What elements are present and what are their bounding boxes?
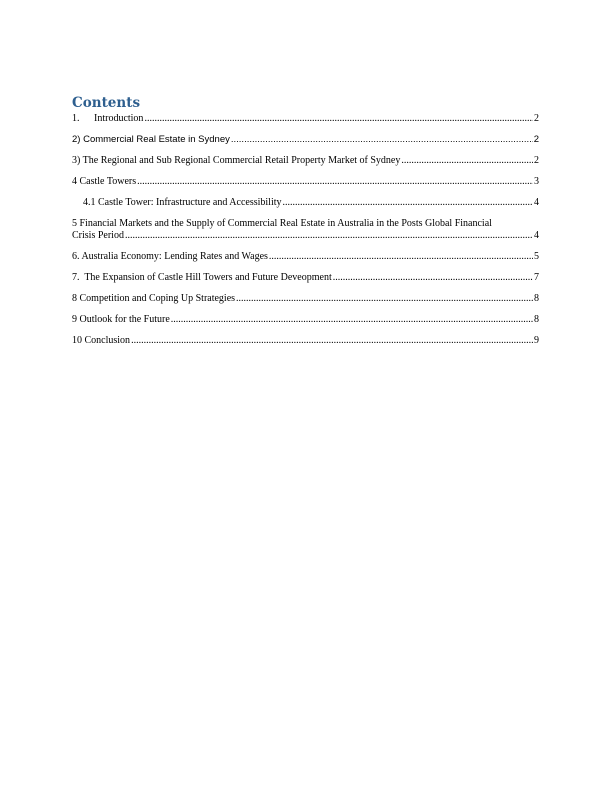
toc-entry-page: 8: [534, 314, 539, 325]
toc-entry-page: 5: [534, 251, 539, 262]
dot-leader: [401, 155, 533, 167]
toc-entry-text: 2) Commercial Real Estate in Sydney: [72, 134, 230, 145]
toc-entry-page: 4: [534, 230, 539, 241]
dot-leader: [171, 314, 533, 326]
toc-entry-text: 3) The Regional and Sub Regional Commercial Retail Property Market of Sydney: [72, 155, 401, 166]
dot-leader: [283, 197, 533, 209]
toc-entry-text: 7. The Expansion of Castle Hill Towers and Future Deveopment: [72, 272, 332, 283]
dot-leader: [131, 335, 533, 347]
toc-entry-outlook[interactable]: [72, 314, 542, 326]
toc-entry-page: 9: [534, 335, 539, 346]
toc-entry-competition[interactable]: [72, 293, 542, 305]
toc-entry-page: 2: [534, 155, 539, 166]
toc-entry-conclusion[interactable]: [72, 335, 542, 347]
dot-leader: [125, 230, 533, 242]
toc-entry-commercial-real-estate[interactable]: [72, 134, 542, 146]
toc-entry-text: 4 Castle Towers: [72, 176, 137, 187]
toc-entry-australia-economy[interactable]: [72, 251, 542, 263]
toc-entry-page: 7: [534, 272, 539, 283]
toc-entry-number: 1.: [72, 113, 80, 124]
toc-entry-page: 8: [534, 293, 539, 304]
toc-entry-regional-market[interactable]: [72, 155, 542, 167]
dot-leader: [269, 251, 533, 263]
toc-entry-page: 2: [534, 113, 539, 124]
dot-leader: [137, 176, 533, 188]
toc-entry-text: 4.1 Castle Tower: Infrastructure and Accessibility: [83, 197, 282, 208]
toc-entry-financial-markets[interactable]: [72, 218, 542, 242]
toc-entry-text: 10 Conclusion: [72, 335, 131, 346]
dot-leader: [333, 272, 533, 284]
toc-entry-text-line2: Crisis Period: [72, 230, 124, 241]
dot-leader: [144, 113, 533, 125]
toc-entry-introduction[interactable]: [72, 113, 542, 125]
toc-entry-infrastructure[interactable]: [72, 197, 542, 209]
toc-entry-expansion[interactable]: [72, 272, 542, 284]
table-of-contents: [72, 113, 542, 356]
toc-entry-page: 3: [534, 176, 539, 187]
toc-heading: Contents: [72, 95, 141, 111]
toc-entry-page: 4: [534, 197, 539, 208]
toc-entry-page: 2: [533, 134, 539, 145]
toc-entry-text: 9 Outlook for the Future: [72, 314, 170, 325]
toc-entry-text-line1: 5 Financial Markets and the Supply of Commercial Real Estate in Australia in the Posts Global Financial: [72, 218, 492, 229]
dot-leader: [236, 293, 533, 305]
toc-entry-text: Introduction: [94, 113, 144, 124]
toc-entry-text: 8 Competition and Coping Up Strategies: [72, 293, 236, 304]
toc-entry-text: 6. Australia Economy: Lending Rates and Wages: [72, 251, 268, 262]
toc-entry-castle-towers[interactable]: [72, 176, 542, 188]
dot-leader: [231, 134, 533, 146]
